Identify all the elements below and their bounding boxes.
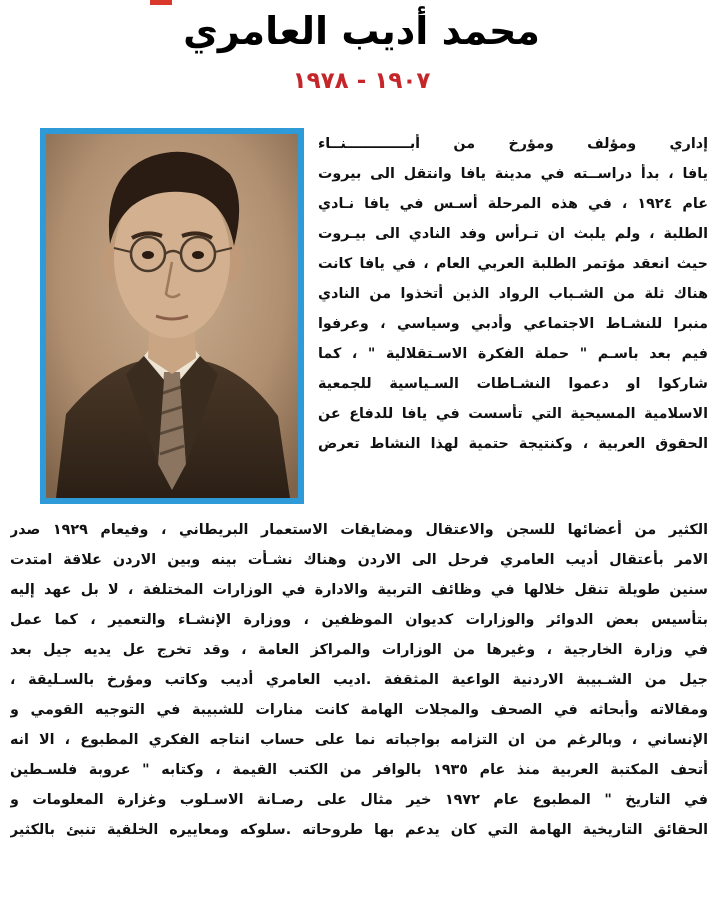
biography-line: جيل من الشـبيبة الاردنية الواعية المثقفة .اديب العامري أديب وكاتب ومؤرخ بالسـليقة ، <box>10 672 708 688</box>
biography-line: حيث انعقد مؤتمر الطلبة العربي العام ، في يافا كانت <box>318 256 708 272</box>
biography-line: في التاريخ " المطبوع عام ١٩٧٢ خير مثال على رصـانة الاسـلوب وغزارة المعلومات و <box>10 792 708 808</box>
biography-line: في وزارة الخارجية ، وغيرها من الوزارات والمراكز العامة ، وقد تخرج عل يديه جيل بعد <box>10 642 708 658</box>
biography-line: الكثير من أعضائها للسجن والاعتقال ومضايقات الاستعمار البريطاني ، وفيعام ١٩٢٩ صدر <box>10 522 708 538</box>
biography-line: سنين طويلة تنقل خلالها في وظائف التربية والادارة في الوزارات المختلفة ، لا بل عهد إليه <box>10 582 708 598</box>
biography-line: الحقائق التاريخية الهامة التي كان يدعم بها طروحاته .سلوكه ومعاييره الخلقية تنبئ بالكثير <box>10 822 708 838</box>
biography-line: بتأسيس بعض الدوائر والوزارات كديوان الموظفين ، ووزارة الإنشـاء والتعمير ، كما عمل <box>10 612 708 628</box>
biography-line: شاركوا او دعموا النشـاطات السـياسية للجمعية <box>318 376 708 392</box>
page-title: محمد أديب العامري <box>183 9 540 53</box>
biography-line: عام ١٩٢٤ ، في هذه المرحلة أسـس في يافا نـادي <box>318 196 708 212</box>
life-years: ١٩٠٧ - ١٩٧٨ <box>292 68 431 94</box>
biography-line: يافا ، بدأ دراســته في مدينة يافا وانتقل الى بيروت <box>318 166 708 182</box>
biography-line: إداري ومؤلف ومؤرخ من أبـــــــــــــنــاء <box>318 136 708 152</box>
biography-line: هناك ثلة من الشـباب الرواد الذين أتخذوا من النادي <box>318 286 708 302</box>
portrait-photo <box>46 134 298 498</box>
portrait-frame <box>40 128 304 504</box>
top-accent-mark <box>150 0 172 5</box>
biography-line: منبرا للنشـاط الاجتماعي وأدبي وسياسي ، وعرفوا <box>318 316 708 332</box>
biography-line: أتحف المكتبة العربية منذ عام ١٩٣٥ بالوافر من الكتب القيمة ، وكتابه " عروبة فلسـطين <box>10 762 708 778</box>
biography-line: الامر بأعتقال أديب العامري فرحل الى الاردن وهناك نشـأت بينه وبين الاردن علاقة امتدت <box>10 552 708 568</box>
biography-line: ومقالاته وأبحاثه في الصحف والمجلات الهامة كانت منارات للشبيبة في التوجيه القومي و <box>10 702 708 718</box>
biography-line: الحقوق العربية ، وكنتيجة حتمية لهذا النشاط تعرض <box>318 436 708 452</box>
biography-line: الإنساني ، وبالرغم من ان التزامه بواجباته نما على حساب انتاجه الفكري المطبوع ، الا انه <box>10 732 708 748</box>
biography-line: الطلبة ، ولم يلبث ان تـرأس وفد النادي الى بيـروت <box>318 226 708 242</box>
biography-line: الاسلامية المسيحية التي تأسست في يافا للدفاع عن <box>318 406 708 422</box>
biography-line: فيم بعد باسـم " حملة الفكرة الاسـتقلالية " ، كما <box>318 346 708 362</box>
